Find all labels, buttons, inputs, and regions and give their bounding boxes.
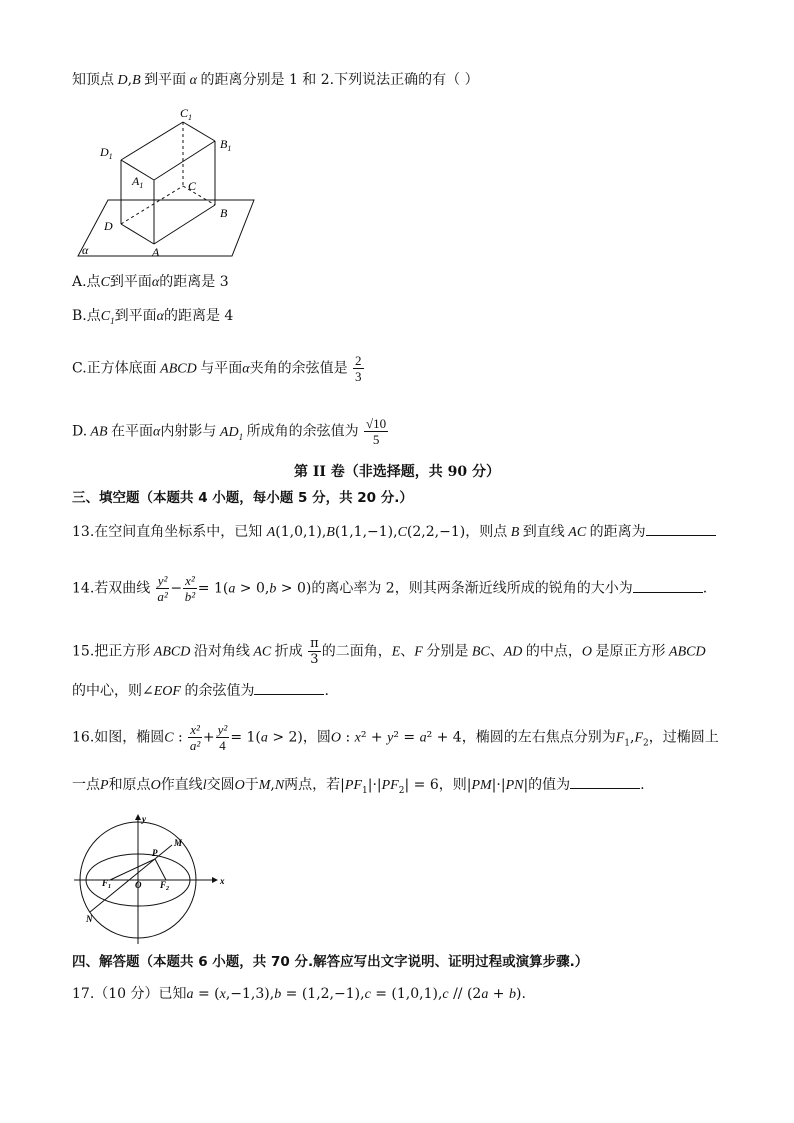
q14: 14.若双曲线 $\frac{\text{y²}}{\text{a²}}$ − $\frac{\text{x²}}{\text{b²}}$ = 1(a > 0,b > 0)的离心率为 2，则其两条渐近线所成的锐角的大小为 . xyxy=(72,573,708,604)
svg-text:A: A xyxy=(152,245,160,259)
answer-blank[interactable] xyxy=(646,521,716,536)
q12-option-b: B.点$C_1$到平面α的距离是 4 xyxy=(72,308,234,326)
svg-text:D: D xyxy=(104,219,113,233)
q12-option-a: A.点C到平面α的距离是 3 xyxy=(72,274,229,290)
svg-text:O: O xyxy=(135,880,142,890)
q12-option-d: D. AB 在平面α内射影与 $AD_1$ 所成角的余弦值为 $\frac{√10}{5}$ xyxy=(72,416,387,447)
cuboid-figure xyxy=(72,104,262,264)
svg-text:x: x xyxy=(220,876,225,886)
svg-text:D1: $D_1$ xyxy=(100,145,113,161)
svg-text:C1: $C_1$ xyxy=(180,106,193,122)
svg-text:M: M xyxy=(174,838,183,848)
svg-text:C: C xyxy=(188,179,197,193)
q15-line1: 15.把正方形 ABCD 沿对角线 AC 折成 $\frac{\pi}{3}$ 的二面角，E、F 分别是 BC、AD 的中点，O 是原正方形 ABCD xyxy=(72,636,706,667)
svg-text:A1: $A_1$ xyxy=(132,174,144,190)
svg-text:F2: $F_2$ xyxy=(160,880,170,892)
answer-blank[interactable] xyxy=(254,680,324,695)
q16-line1: 16.如图，椭圆C : $\frac{\text{x²}}{\text{a²}}$ + $\frac{\text{y²}}{4}$ = 1(a > 2)，圆O : x² + y² = a² + 4，椭圆的左右焦点分别为$F_1,F_2$，过椭圆上 xyxy=(72,722,719,753)
svg-text:α: α xyxy=(82,243,89,257)
svg-text:P: P xyxy=(152,848,158,858)
q17: 17.（10 分）已知a = (x,−1,3),b = (1,2,−1),c = (1,0,1),c // (2a + b). xyxy=(72,986,526,1002)
svg-text:N: N xyxy=(86,914,93,924)
svg-text:F1: $F_1$ xyxy=(102,878,112,890)
svg-text:B1: $B_1$ xyxy=(220,137,232,153)
q13: 13.在空间直角坐标系中，已知 A(1,0,1),B(1,1,−1),C(2,2,−1)，则点 B 到直线 AC 的距离为 xyxy=(72,521,716,543)
section3-title: 三、填空题（本题共 4 小题，每小题 5 分，共 20 分.） xyxy=(72,490,413,506)
q16-line2: 一点P和原点O作直线l交圆O于M,N两点，若$|PF_1|\cdot|PF_2| = 6$，则|PM|·|PN|的值为 . xyxy=(72,774,645,801)
answer-blank[interactable] xyxy=(570,774,640,789)
svg-text:B: B xyxy=(220,206,228,220)
section4-title: 四、解答题（本题共 6 小题，共 70 分.解答应写出文字说明、证明过程或演算步骤.） xyxy=(72,954,589,970)
q12-option-c: C.正方体底面 ABCD 与平面α夹角的余弦值是 $\frac{2}{3}$ xyxy=(72,353,362,384)
svg-text:y: y xyxy=(142,814,146,824)
section2-title: 第 II 卷（非选择题，共 90 分） xyxy=(293,464,501,480)
q15-line2: 的中心，则∠EOF 的余弦值为 . xyxy=(72,680,329,702)
answer-blank[interactable] xyxy=(633,578,703,593)
ellipse-circle-figure xyxy=(72,812,228,948)
q12-stem: 知顶点 D,B 到平面 α 的距离分别是 1 和 2.下列说法正确的有（ ） xyxy=(72,72,479,88)
